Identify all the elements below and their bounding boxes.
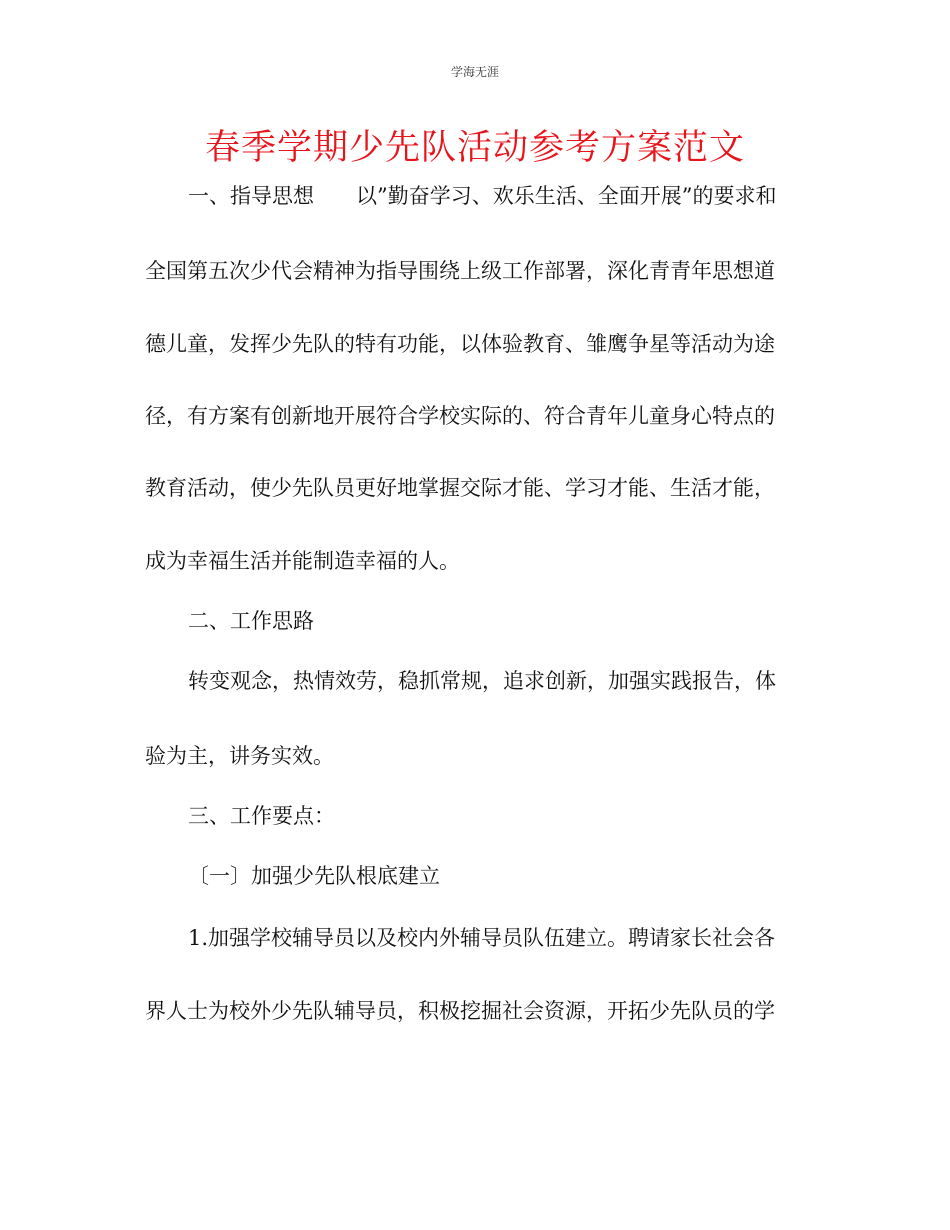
- body-line: 界人士为校外少先队辅导员，积极挖掘社会资源，开拓少先队员的学: [145, 999, 775, 1023]
- subsection-heading: 〔一〕加强少先队根底建立: [188, 864, 440, 888]
- body-line: 教育活动，使少先队员更好地掌握交际才能、学习才能、生活才能，: [145, 476, 775, 500]
- page-header: 学海无涯: [450, 65, 499, 79]
- section-heading: 二、工作思路: [188, 609, 314, 633]
- body-line: 转变观念，热情效劳，稳抓常规，追求创新，加强实践报告，体: [188, 669, 776, 693]
- body-line: 1.加强学校辅导员以及校内外辅导员队伍建立。聘请家长社会各: [188, 926, 776, 950]
- document-title: 春季学期少先队活动参考方案范文: [204, 128, 745, 168]
- body-line: 全国第五次少代会精神为指导围绕上级工作部署，深化青青年思想道: [145, 259, 775, 283]
- body-line: 德儿童，发挥少先队的特有功能，以体验教育、雏鹰争星等活动为途: [145, 332, 775, 356]
- body-line: 成为幸福生活并能制造幸福的人。: [145, 549, 460, 573]
- body-line: 验为主，讲务实效。: [145, 744, 334, 768]
- body-line: 径，有方案有创新地开展符合学校实际的、符合青年儿童身心特点的: [145, 404, 775, 428]
- section-heading: 三、工作要点：: [188, 804, 335, 828]
- body-line: 一、指导思想 以”勤奋学习、欢乐生活、全面开展”的要求和: [188, 184, 777, 208]
